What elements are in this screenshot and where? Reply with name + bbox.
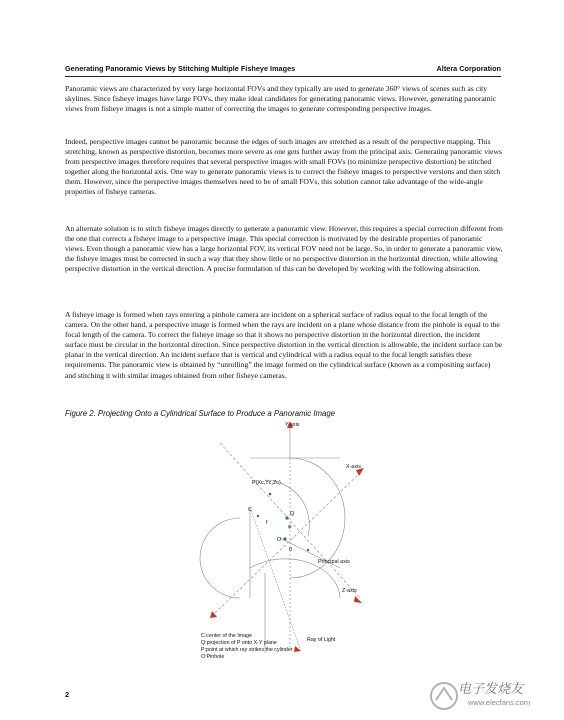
figure-title: Figure 2. Projecting Onto a Cylindrical Surface to Produce a Panoramic Image [65, 409, 335, 418]
point-q-label: Q [290, 511, 295, 517]
point-o-marker [283, 537, 286, 540]
y-axis-label: Y-axis [285, 422, 300, 428]
paragraph-4: A fisheye image is formed when rays entering a pinhole camera are incident on a spherical surface of radius equal to the focal length of the camera. On the other hand, a perspective image is formed when the rays are incident on a plane whose distance from the pinhole is equal to the focal length of the camera. To correct the fisheye image so that it shows no perspective distortion in the horizontal direction, the incident surface must be circular in the horizontal direction. Since perspective distortion in the vertical direction is allowable, the incident surface can be planar in the vertical direction. An incident surface that is vertical and cylindrical with a radius equal to the focal length satisfies these requirements. The panoramic view is obtained by “unrolling” the image formed on the cylindrical surface (known as a compositing surface) and stitching it with similar images obtained from other fisheye cameras. [65, 310, 503, 380]
point-p-marker [269, 493, 272, 496]
header-rule [65, 76, 501, 77]
cylinder-arc-left [200, 518, 240, 598]
paragraph-2: Indeed, perspective images cannot be panoramic because the edges of such images are stretched as a result of the perspective mapping. This stretching, known as perspective distortion, becomes more severe as one gets further away from the principal axis. Generating panoramic views from perspective images therefore requires that several perspective images with small FOVs (to minimize perspective distortion) be stitched together along the horizontal axis. One way to generate panoramic views is to correct the fisheye images to perspective versions and then stitch them. However, since the perspective images themselves need to be of small FOVs, this solution cannot take advantage of the wide-angle properties of fisheye cameras. [65, 137, 502, 197]
z-axis-label: Z-axis [342, 588, 357, 594]
cylindrical-projection-figure [190, 418, 380, 666]
x-axis-line [215, 473, 360, 613]
phi-label: φ [288, 524, 292, 530]
principal-axis-label: Principal axis [318, 559, 350, 565]
point-p-label: P(Xc,Yc,Zc) [252, 480, 281, 486]
header-company: Altera Corporation [436, 64, 501, 73]
point-c-marker [257, 515, 259, 517]
header-title: Generating Panoramic Views by Stitching Multiple Fisheye Images [65, 64, 296, 73]
focal-f-label: f [266, 520, 268, 526]
paragraph-3: An alternate solution is to stitch fisheye images directly to generate a panoramic view. However, this requires a special correction different from the one that corrects a fisheye image to a perspective image. This special correction is motivated by the desirable properties of panoramic views. Even though a panoramic view has a large horizontal FOV, its vertical FOV need not be large. So, in order to generate a panoramic view, the fisheye images must be corrected in such a way that they show little or no perspective distortion in the horizontal direction, while allowing perspective distortion in the vertical direction. A precise formulation of this can be developed by working with the following abstraction. [65, 224, 503, 274]
point-q-marker [285, 516, 288, 519]
figure-diagram [190, 418, 380, 666]
legend-item: P:point at which ray strikes the cylinder [201, 647, 293, 653]
legend-item: C:center of the Image [201, 633, 252, 639]
principal-axis-marker [307, 549, 309, 551]
point-c-label: C [248, 507, 252, 513]
point-o-label: O [277, 537, 282, 543]
ray-of-light-label: Ray of Light [307, 637, 336, 643]
legend-item: Q:projection of P onto X-Y plane [201, 640, 277, 646]
legend-item: O:Pinhole [201, 654, 225, 660]
watermark-text: 电子发烧友 [458, 682, 524, 697]
paragraph-1: Panoramic views are characterized by very large horizontal FOVs and they typically are used to generate 360° views of scenes such as city skylines. Since fisheye images have large FOVs, they make ideal candidates for generating panoramic views. However, generating panoramic views from fisheye images is not a simple matter of correcting the images to generate corresponding perspective images. [65, 84, 497, 114]
x-axis-label: X-axis [346, 464, 361, 470]
theta-label: θ [289, 547, 292, 553]
running-header [65, 64, 501, 76]
z-axis-arrow [354, 596, 362, 603]
watermark-url: www.elecfans.com [468, 698, 531, 707]
page-number: 2 [65, 690, 70, 699]
